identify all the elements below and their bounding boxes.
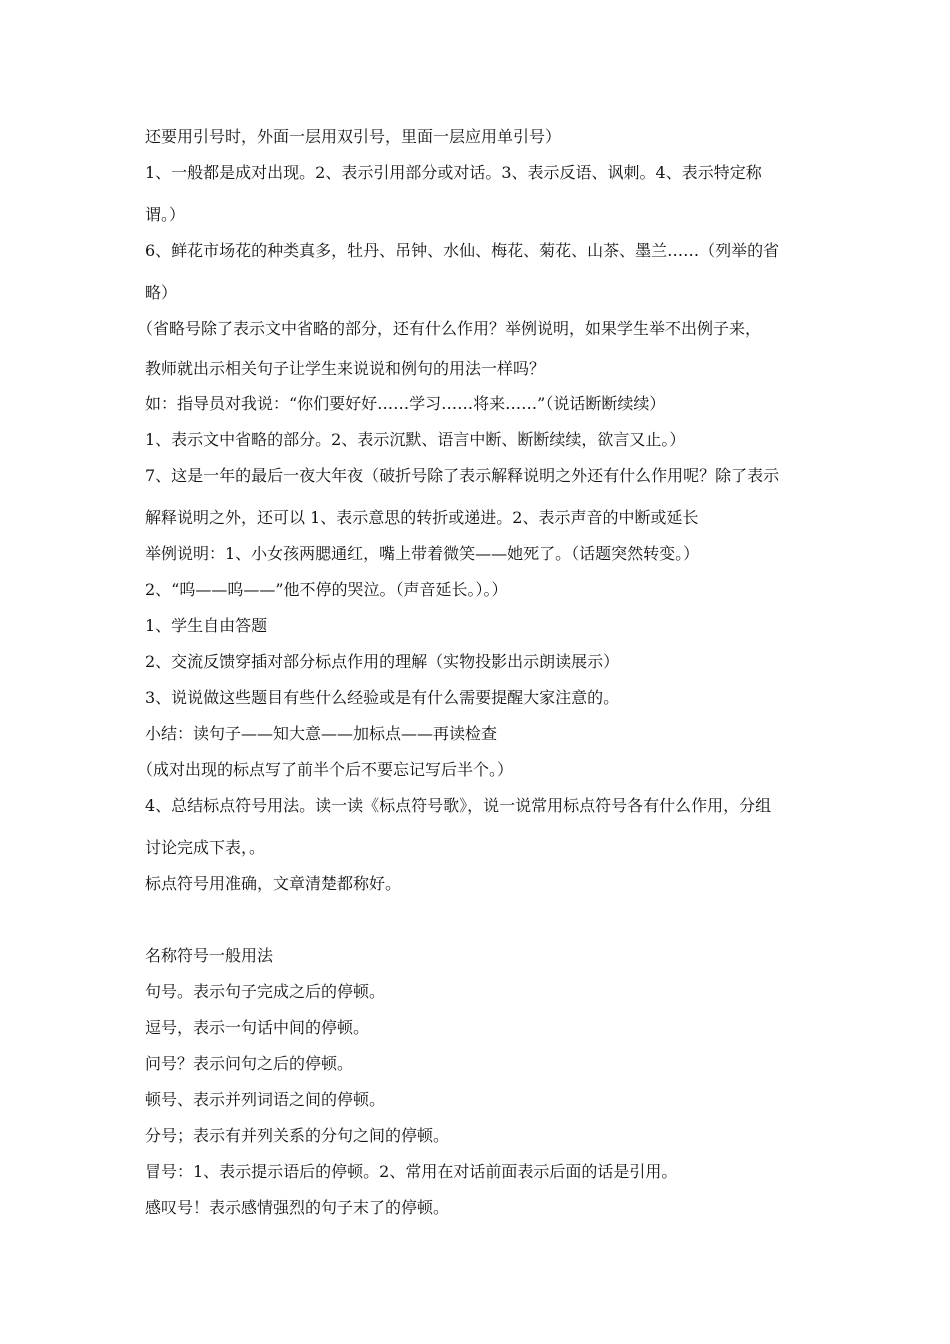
text-line: 讨论完成下表，。 (145, 838, 266, 857)
table-row: 句号。表示句子完成之后的停顿。 (145, 982, 386, 1001)
text-line: 1、学生自由答题 (145, 616, 268, 635)
text-line: 小结：读句子——知大意——加标点——再读检查 (145, 724, 498, 743)
text-line: 教师就出示相关句子让学生来说说和例句的用法一样吗？ (145, 359, 546, 378)
text-line: 谓。） (145, 205, 186, 224)
text-line: 2、交流反馈穿插对部分标点作用的理解（实物投影出示朗读展示） (145, 652, 620, 671)
table-header: 名称符号一般用法 (145, 946, 274, 965)
text-line: 2、“呜——呜——”他不停的哭泣。（声音延长。）。） (145, 580, 508, 599)
table-row: 问号？表示问句之后的停顿。 (145, 1054, 354, 1073)
table-row: 冒号：1、表示提示语后的停顿。2、常用在对话前面表示后面的话是引用。 (145, 1162, 678, 1181)
text-line: 1、表示文中省略的部分。2、表示沉默、语言中断、断断续续，欲言又止。） (145, 430, 686, 449)
text-line: 略） (145, 283, 178, 302)
table-row: 顿号、表示并列词语之间的停顿。 (145, 1090, 386, 1109)
text-line: 解释说明之外，还可以 1、表示意思的转折或递进。2、表示声音的中断或延长 (145, 508, 699, 527)
text-line: 1、一般都是成对出现。2、表示引用部分或对话。3、表示反语、讽刺。4、表示特定称 (145, 163, 762, 182)
text-line: 还要用引号时，外面一层用双引号，里面一层应用单引号） (145, 127, 562, 146)
text-line: （成对出现的标点写了前半个后不要忘记写后半个。） (137, 760, 514, 779)
text-line: 举例说明：1、小女孩两腮通红，嘴上带着微笑——她死了。（话题突然转变。） (145, 544, 700, 563)
table-row: 分号；表示有并列关系的分句之间的停顿。 (145, 1126, 450, 1145)
text-line: 如：指导员对我说：“你们要好好……学习……将来……”（说话断断续续） (145, 394, 666, 413)
text-line: 标点符号用准确，文章清楚都称好。 (145, 874, 402, 893)
table-row: 感叹号！表示感情强烈的句子末了的停顿。 (145, 1198, 450, 1217)
text-line: 3、说说做这些题目有些什么经验或是有什么需要提醒大家注意的。 (145, 688, 620, 707)
text-line: 6、鲜花市场花的种类真多，牡丹、吊钟、水仙、梅花、菊花、山茶、墨兰……（列举的省 (145, 241, 780, 260)
text-line: 4、总结标点符号用法。读一读《标点符号歌》，说一说常用标点符号各有什么作用，分组 (145, 796, 772, 815)
text-line: （省略号除了表示文中省略的部分，还有什么作用？举例说明，如果学生举不出例子来， (137, 319, 762, 338)
text-line: 7、这是一年的最后一夜大年夜（破折号除了表示解释说明之外还有什么作用呢？除了表示 (145, 466, 780, 485)
table-row: 逗号，表示一句话中间的停顿。 (145, 1018, 370, 1037)
